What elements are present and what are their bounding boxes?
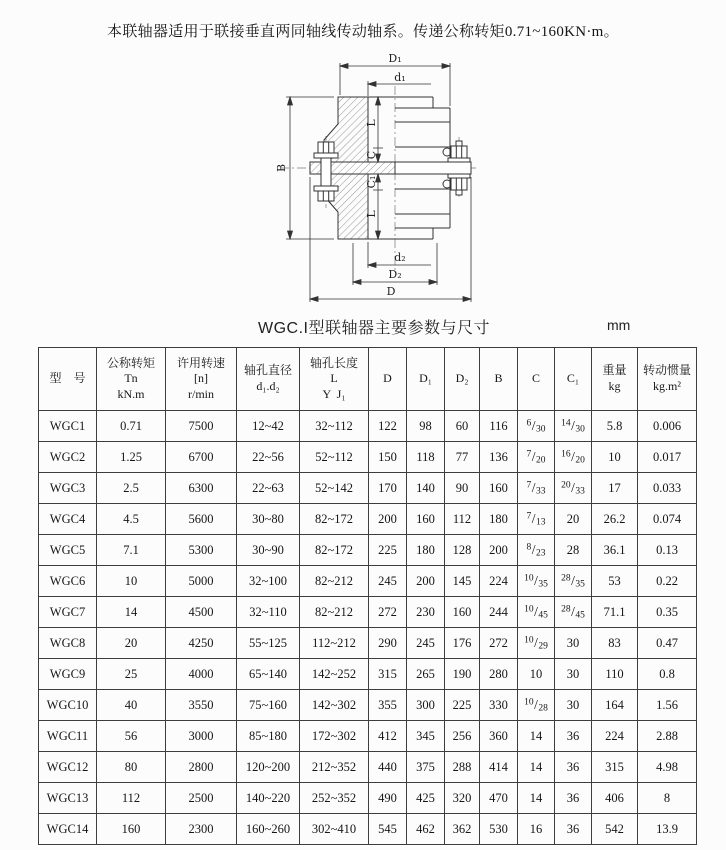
column-header: D [369, 348, 407, 411]
value-cell: 315 [369, 659, 407, 690]
value-cell: 1.25 [97, 442, 166, 473]
column-header: 型 号 [39, 348, 97, 411]
value-cell: 136 [480, 442, 518, 473]
column-header: C [518, 348, 555, 411]
value-cell: 36 [555, 752, 592, 783]
value-cell: 4250 [166, 628, 237, 659]
value-cell: 56 [97, 721, 166, 752]
value-cell: 36 [555, 721, 592, 752]
label-L-bottom: L [365, 210, 378, 218]
table-row [39, 690, 697, 721]
value-cell: 10 [518, 659, 555, 690]
value-cell: 28 [555, 535, 592, 566]
column-header: B [480, 348, 518, 411]
value-cell: $^{10}$/28 [518, 690, 555, 721]
value-cell: 142~252 [300, 659, 369, 690]
value-cell: $^{14}$/30 [555, 411, 592, 442]
value-cell: 55~125 [237, 628, 300, 659]
value-cell: 4000 [166, 659, 237, 690]
value-cell: 265 [407, 659, 445, 690]
value-cell: $^{10}$/35 [518, 566, 555, 597]
value-cell: 160 [97, 814, 166, 845]
model-cell: WGC7 [39, 597, 97, 628]
value-cell: 52~142 [300, 473, 369, 504]
value-cell: 172~302 [300, 721, 369, 752]
value-cell: 288 [445, 752, 480, 783]
model-cell: WGC13 [39, 783, 97, 814]
value-cell: 14 [97, 597, 166, 628]
value-cell: 36 [555, 814, 592, 845]
value-cell: 302~410 [300, 814, 369, 845]
column-header: D₁ [407, 348, 445, 411]
value-cell: 90 [445, 473, 480, 504]
label-D2: D₂ [388, 268, 402, 281]
value-cell: 245 [407, 628, 445, 659]
value-cell: 10 [97, 566, 166, 597]
value-cell: 12~42 [237, 411, 300, 442]
value-cell: 225 [445, 690, 480, 721]
value-cell: 160~260 [237, 814, 300, 845]
model-cell: WGC5 [39, 535, 97, 566]
value-cell: 462 [407, 814, 445, 845]
table-row [39, 783, 697, 814]
value-cell: 230 [407, 597, 445, 628]
value-cell: 53 [592, 566, 638, 597]
model-cell: WGC2 [39, 442, 97, 473]
label-C1: C₁ [365, 175, 378, 189]
value-cell: 170 [369, 473, 407, 504]
value-cell: 2.88 [638, 721, 697, 752]
value-cell: 30~80 [237, 504, 300, 535]
column-header: 许用转速 [n] r/min [166, 348, 237, 411]
value-cell: $^{20}$/33 [555, 473, 592, 504]
value-cell: 0.35 [638, 597, 697, 628]
hub-sections [310, 97, 471, 239]
value-cell: 176 [445, 628, 480, 659]
column-header: 重量 kg [592, 348, 638, 411]
label-L-top: L [365, 119, 378, 127]
value-cell: 110 [592, 659, 638, 690]
value-cell: 300 [407, 690, 445, 721]
column-header: 转动惯量 kg.m² [638, 348, 697, 411]
value-cell: $^7$/33 [518, 473, 555, 504]
value-cell: 13.9 [638, 814, 697, 845]
value-cell: 16 [518, 814, 555, 845]
value-cell: 22~63 [237, 473, 300, 504]
intro-text: 本联轴器适用于联接垂直两同轴线传动轴系。传递公称转矩0.71~160KN·m。 [107, 24, 619, 40]
value-cell: 122 [369, 411, 407, 442]
value-cell: 345 [407, 721, 445, 752]
value-cell: 22~56 [237, 442, 300, 473]
value-cell: 25 [97, 659, 166, 690]
value-cell: 320 [445, 783, 480, 814]
value-cell: $^7$/13 [518, 504, 555, 535]
value-cell: 414 [480, 752, 518, 783]
value-cell: 280 [480, 659, 518, 690]
model-cell: WGC9 [39, 659, 97, 690]
value-cell: 71.1 [592, 597, 638, 628]
model-cell: WGC10 [39, 690, 97, 721]
value-cell: 140 [407, 473, 445, 504]
value-cell: 30 [555, 659, 592, 690]
value-cell: 128 [445, 535, 480, 566]
value-cell: 26.2 [592, 504, 638, 535]
table-row [39, 659, 697, 690]
column-header: C₁ [555, 348, 592, 411]
value-cell: 0.006 [638, 411, 697, 442]
value-cell: 224 [480, 566, 518, 597]
value-cell: 0.074 [638, 504, 697, 535]
value-cell: 272 [480, 628, 518, 659]
value-cell: 164 [592, 690, 638, 721]
technical-drawing [228, 50, 513, 308]
table-body [39, 411, 697, 845]
value-cell: 7.1 [97, 535, 166, 566]
table-title-row [0, 313, 726, 337]
label-D: D [386, 285, 396, 298]
value-cell: 4.98 [638, 752, 697, 783]
value-cell: 77 [445, 442, 480, 473]
value-cell: 10 [592, 442, 638, 473]
model-cell: WGC1 [39, 411, 97, 442]
value-cell: 0.13 [638, 535, 697, 566]
value-cell: 2500 [166, 783, 237, 814]
value-cell: 244 [480, 597, 518, 628]
value-cell: 82~212 [300, 597, 369, 628]
value-cell: 30 [555, 628, 592, 659]
value-cell: 2800 [166, 752, 237, 783]
value-cell: 14 [518, 783, 555, 814]
value-cell: 4500 [166, 597, 237, 628]
value-cell: 180 [407, 535, 445, 566]
value-cell: 120~200 [237, 752, 300, 783]
value-cell: 0.71 [97, 411, 166, 442]
value-cell: 150 [369, 442, 407, 473]
value-cell: 98 [407, 411, 445, 442]
value-cell: 14 [518, 752, 555, 783]
value-cell: 412 [369, 721, 407, 752]
model-cell: WGC11 [39, 721, 97, 752]
model-cell: WGC4 [39, 504, 97, 535]
value-cell: 440 [369, 752, 407, 783]
table-row [39, 411, 697, 442]
value-cell: 6300 [166, 473, 237, 504]
value-cell: $^{28}$/45 [555, 597, 592, 628]
value-cell: 32~100 [237, 566, 300, 597]
table-title: WGC.I型联轴器主要参数与尺寸 [258, 320, 490, 337]
value-cell: 7500 [166, 411, 237, 442]
value-cell: 180 [480, 504, 518, 535]
value-cell: 362 [445, 814, 480, 845]
value-cell: 256 [445, 721, 480, 752]
table-row [39, 566, 697, 597]
value-cell: 5.8 [592, 411, 638, 442]
value-cell: 200 [407, 566, 445, 597]
table-row [39, 752, 697, 783]
table-row [39, 504, 697, 535]
value-cell: 116 [480, 411, 518, 442]
value-cell: 145 [445, 566, 480, 597]
value-cell: 490 [369, 783, 407, 814]
value-cell: 112~212 [300, 628, 369, 659]
value-cell: 112 [97, 783, 166, 814]
value-cell: 5300 [166, 535, 237, 566]
value-cell: 315 [592, 752, 638, 783]
value-cell: 52~112 [300, 442, 369, 473]
parameters-table [38, 347, 697, 845]
value-cell: 406 [592, 783, 638, 814]
value-cell: 32~112 [300, 411, 369, 442]
coupling-section-drawing [228, 50, 513, 308]
table-row [39, 814, 697, 845]
column-header: 公称转矩 Tn kN.m [97, 348, 166, 411]
value-cell: 65~140 [237, 659, 300, 690]
value-cell: 36 [555, 783, 592, 814]
value-cell: 85~180 [237, 721, 300, 752]
label-d2: d₂ [394, 251, 406, 264]
value-cell: 200 [369, 504, 407, 535]
value-cell: 82~172 [300, 535, 369, 566]
value-cell: 252~352 [300, 783, 369, 814]
column-header: D₂ [445, 348, 480, 411]
value-cell: 0.8 [638, 659, 697, 690]
value-cell: $^{16}$/20 [555, 442, 592, 473]
value-cell: 82~172 [300, 504, 369, 535]
value-cell: 225 [369, 535, 407, 566]
value-cell: 545 [369, 814, 407, 845]
label-B: B [275, 163, 288, 173]
value-cell: 160 [480, 473, 518, 504]
value-cell: 82~212 [300, 566, 369, 597]
value-cell: 1.56 [638, 690, 697, 721]
value-cell: 118 [407, 442, 445, 473]
value-cell: 160 [445, 597, 480, 628]
label-C: C [365, 150, 378, 160]
value-cell: 542 [592, 814, 638, 845]
table-row [39, 628, 697, 659]
value-cell: 20 [555, 504, 592, 535]
value-cell: 2.5 [97, 473, 166, 504]
value-cell: 14 [518, 721, 555, 752]
value-cell: 0.017 [638, 442, 697, 473]
table-header-row [39, 348, 697, 411]
value-cell: 83 [592, 628, 638, 659]
model-cell: WGC8 [39, 628, 97, 659]
model-cell: WGC6 [39, 566, 97, 597]
value-cell: 20 [97, 628, 166, 659]
value-cell: $^6$/30 [518, 411, 555, 442]
table-row [39, 721, 697, 752]
value-cell: 272 [369, 597, 407, 628]
value-cell: 470 [480, 783, 518, 814]
value-cell: 75~160 [237, 690, 300, 721]
value-cell: 360 [480, 721, 518, 752]
value-cell: $^{10}$/29 [518, 628, 555, 659]
value-cell: 160 [407, 504, 445, 535]
value-cell: 330 [480, 690, 518, 721]
label-d1: d₁ [394, 71, 406, 84]
value-cell: 142~302 [300, 690, 369, 721]
value-cell: 425 [407, 783, 445, 814]
value-cell: 190 [445, 659, 480, 690]
dim-d1 [368, 71, 431, 96]
column-header: 轴孔长度 L Y J₁ [300, 348, 369, 411]
value-cell: 32~110 [237, 597, 300, 628]
value-cell: 80 [97, 752, 166, 783]
table-row [39, 535, 697, 566]
value-cell: $^{10}$/45 [518, 597, 555, 628]
value-cell: 36.1 [592, 535, 638, 566]
value-cell: 3550 [166, 690, 237, 721]
model-cell: WGC12 [39, 752, 97, 783]
label-D1: D₁ [388, 52, 402, 65]
value-cell: 40 [97, 690, 166, 721]
value-cell: 140~220 [237, 783, 300, 814]
value-cell: 290 [369, 628, 407, 659]
table-row [39, 442, 697, 473]
value-cell: 375 [407, 752, 445, 783]
value-cell: 245 [369, 566, 407, 597]
value-cell: 212~352 [300, 752, 369, 783]
value-cell: 224 [592, 721, 638, 752]
value-cell: $^7$/20 [518, 442, 555, 473]
value-cell: 30 [555, 690, 592, 721]
value-cell: 530 [480, 814, 518, 845]
dim-d2 [368, 242, 431, 268]
value-cell: 112 [445, 504, 480, 535]
unit-label: mm [607, 317, 631, 333]
value-cell: 8 [638, 783, 697, 814]
value-cell: 5600 [166, 504, 237, 535]
value-cell: $^8$/23 [518, 535, 555, 566]
value-cell: 60 [445, 411, 480, 442]
value-cell: 6700 [166, 442, 237, 473]
value-cell: 0.033 [638, 473, 697, 504]
value-cell: 17 [592, 473, 638, 504]
value-cell: $^{28}$/35 [555, 566, 592, 597]
value-cell: 5000 [166, 566, 237, 597]
value-cell: 200 [480, 535, 518, 566]
table-row [39, 597, 697, 628]
value-cell: 0.22 [638, 566, 697, 597]
value-cell: 2300 [166, 814, 237, 845]
model-cell: WGC3 [39, 473, 97, 504]
model-cell: WGC14 [39, 814, 97, 845]
value-cell: 355 [369, 690, 407, 721]
value-cell: 3000 [166, 721, 237, 752]
value-cell: 0.47 [638, 628, 697, 659]
value-cell: 4.5 [97, 504, 166, 535]
value-cell: 30~90 [237, 535, 300, 566]
column-header: 轴孔直径 d₁.d₂ [237, 348, 300, 411]
table-row [39, 473, 697, 504]
